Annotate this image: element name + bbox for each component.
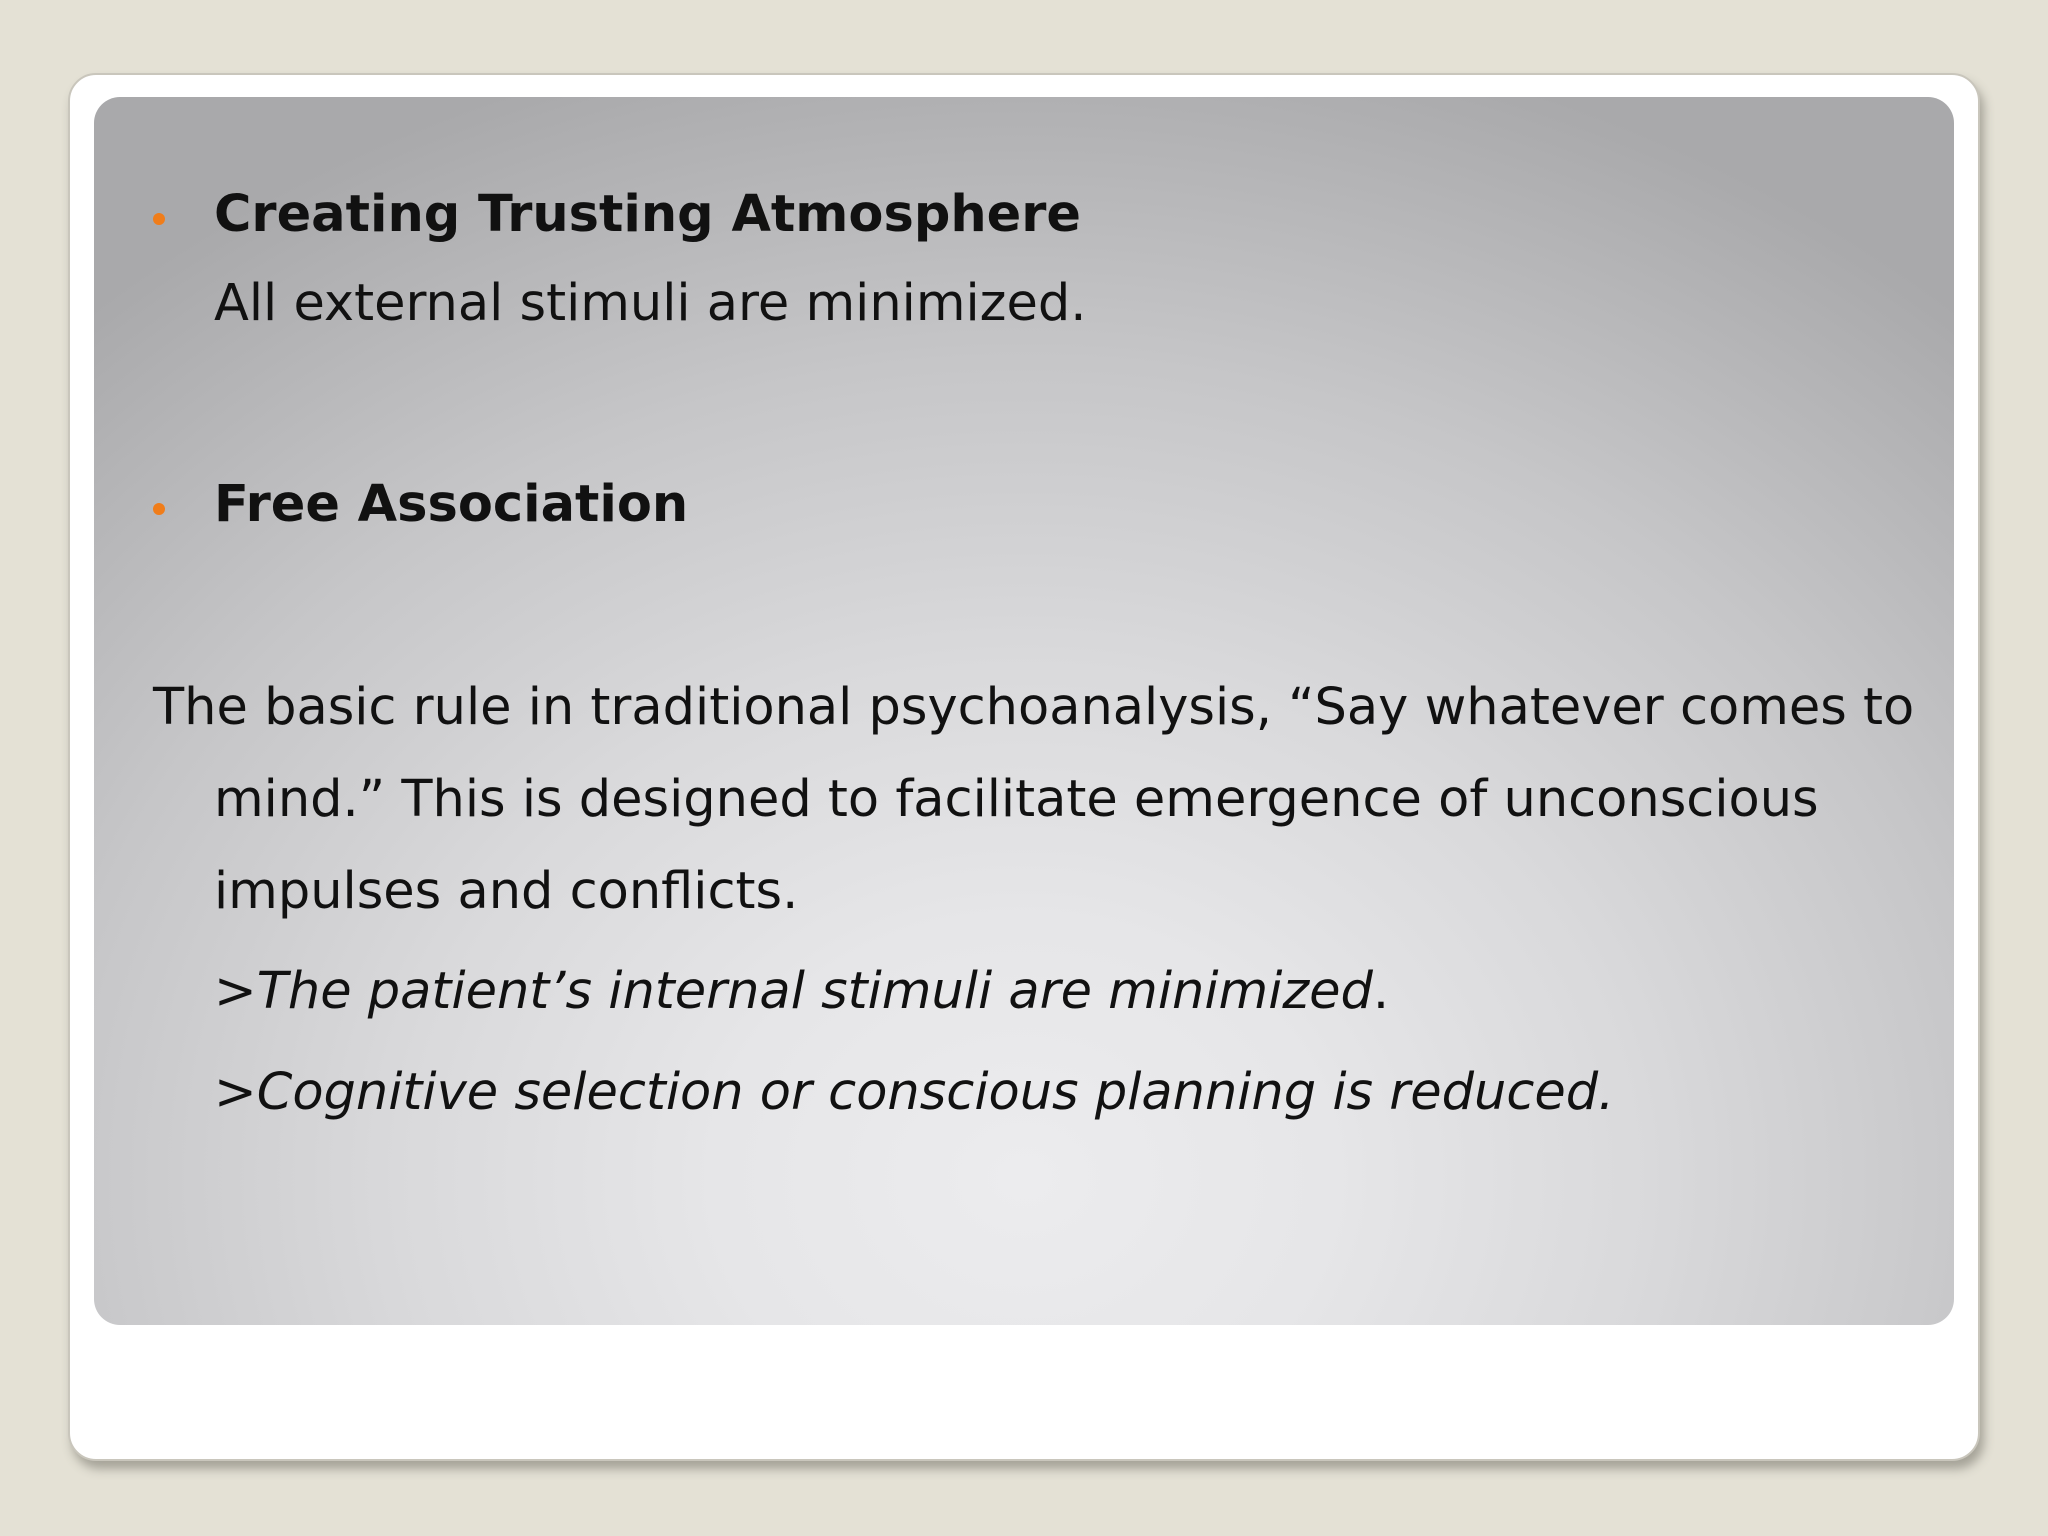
heading-creating-trusting-atmosphere: Creating Trusting Atmosphere <box>214 185 1081 244</box>
paragraph-line-2: mind.” This is designed to facilitate emergence of unconscious <box>214 770 1819 829</box>
heading-free-association: Free Association <box>214 475 689 534</box>
slide-content-panel <box>94 97 1954 1325</box>
note-internal-stimuli-italic: >The patient’s internal stimuli are minimized <box>214 962 1373 1021</box>
body-text-external-stimuli: All external stimuli are minimized. <box>214 274 1087 333</box>
paragraph-line-1: The basic rule in traditional psychoanalysis, “Say whatever comes to <box>153 678 1915 737</box>
bullet-icon <box>153 503 165 515</box>
note-cognitive-selection: >Cognitive selection or conscious planning is reduced. <box>214 1063 1615 1122</box>
paragraph-line-3: impulses and conflicts. <box>214 862 799 921</box>
note-internal-stimuli <box>214 962 1390 1021</box>
note-internal-stimuli-period: . <box>1372 962 1390 1021</box>
bullet-icon <box>153 213 165 225</box>
